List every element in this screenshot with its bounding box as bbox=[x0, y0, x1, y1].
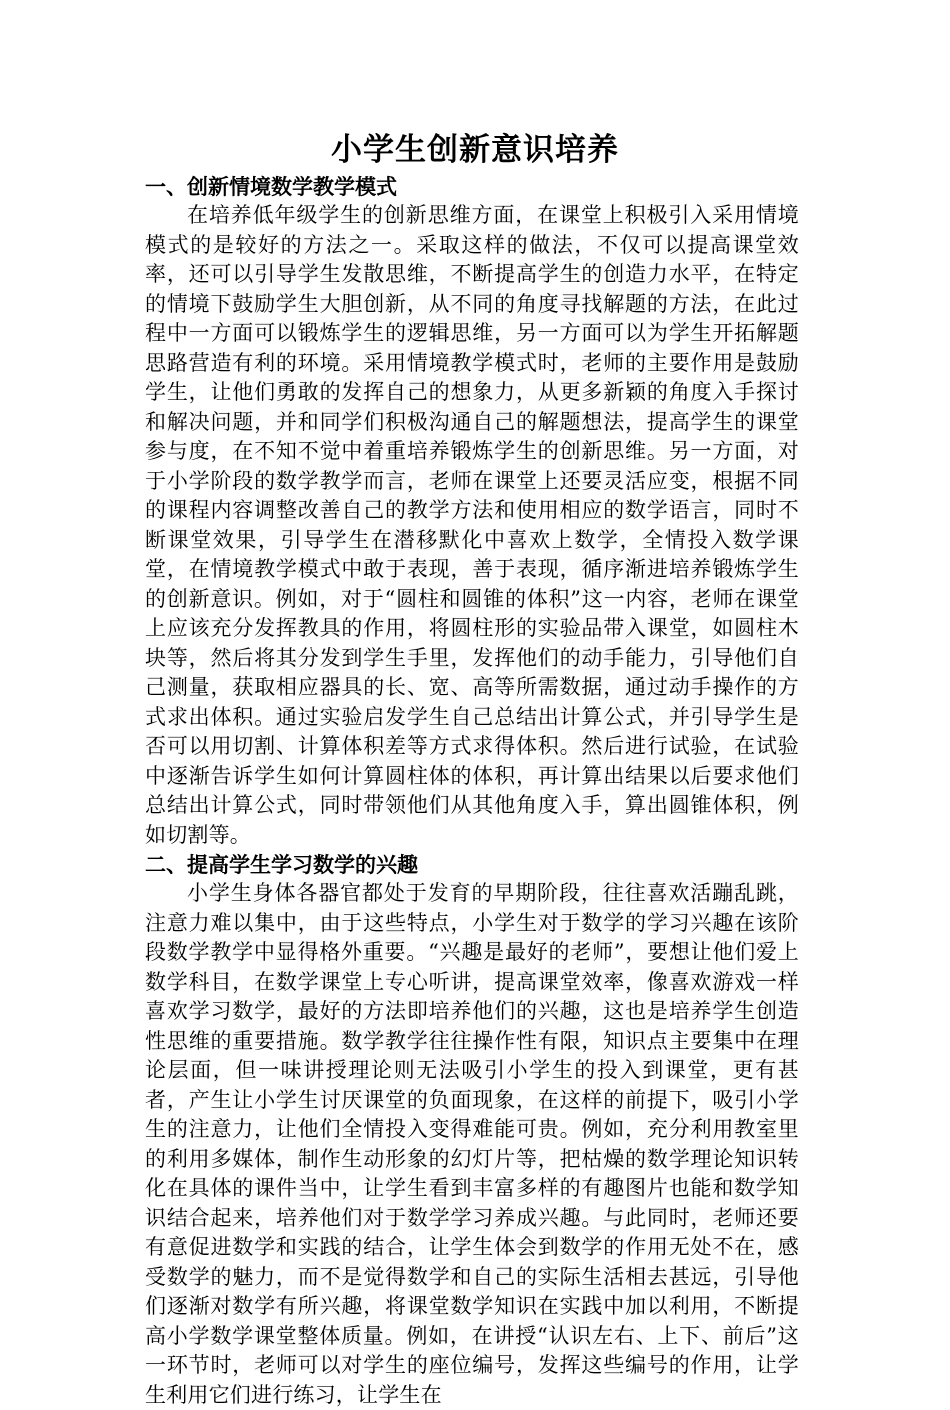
document-body bbox=[145, 172, 799, 1410]
section-heading: 二、提高学生学习数学的兴趣 bbox=[145, 852, 418, 877]
section-1 bbox=[145, 172, 799, 850]
section-paragraph: 小学生身体各器官都处于发育的早期阶段，往往喜欢活蹦乱跳，注意力难以集中，由于这些特点，小学生对于数学的学习兴趣在该阶段数学教学中显得格外重要。“兴趣是最好的老师”，要想让他们爱上数学科目，在数学课堂上专心听讲，提高课堂效率，像喜欢游戏一样喜欢学习数学，最好的方法即培养他们的兴趣，这也是培养学生创造性思维的重要措施。数学教学往往操作性有限，知识点主要集中在理论层面，但一味讲授理论则无法吸引小学生的投入到课堂，更有甚者，产生让小学生讨厌课堂的负面现象，在这样的前提下，吸引小学生的注意力，让他们全情投入变得难能可贵。例如，充分利用教室里的利用多媒体，制作生动形象的幻灯片等，把枯燥的数学理论知识转化在具体的课件当中，让学生看到丰富多样的有趣图片也能和数学知识结合起来，培养他们对于数学学习养成兴趣。与此同时，老师还要有意促进数学和实践的结合，让学生体会到数学的作用无处不在，感受数学的魅力，而不是觉得数学和自己的实际生活相去甚远，引导他们逐渐对数学有所兴趣，将课堂数学知识在实践中加以利用，不断提高小学数学课堂整体质量。例如，在讲授“认识左右、上下、前后”这一环节时，老师可以对学生的座位编号，发挥这些编号的作用，让学生利用它们进行练习，让学生在 bbox=[145, 881, 799, 1407]
section-2 bbox=[145, 850, 799, 1410]
section-heading: 一、创新情境数学教学模式 bbox=[145, 174, 397, 199]
document-title: 小学生创新意识培养 bbox=[331, 132, 619, 168]
section-paragraph: 在培养低年级学生的创新思维方面，在课堂上积极引入采用情境模式的是较好的方法之一。采取这样的做法，不仅可以提高课堂效率，还可以引导学生发散思维，不断提高学生的创造力水平，在特定的情境下鼓励学生大胆创新，从不同的角度寻找解题的方法，在此过程中一方面可以锻炼学生的逻辑思维，另一方面可以为学生开拓解题思路营造有利的环境。采用情境教学模式时，老师的主要作用是鼓励学生，让他们勇敢的发挥自己的想象力，从更多新颖的角度入手探讨和解决问题，并和同学们积极沟通自己的解题想法，提高学生的课堂参与度，在不知不觉中着重培养锻炼学生的创新思维。另一方面，对于小学阶段的数学教学而言，老师在课堂上还要灵活应变，根据不同的课程内容调整改善自己的教学方法和使用相应的数学语言，同时不断课堂效果，引导学生在潜移默化中喜欢上数学，全情投入数学课堂，在情境教学模式中敢于表现，善于表现，循序渐进培养锻炼学生的创新意识。例如，对于“圆柱和圆锥的体积”这一内容，老师在课堂上应该充分发挥教具的作用，将圆柱形的实验品带入课堂，如圆柱木块等，然后将其分发到学生手里，发挥他们的动手能力，引导他们自己测量，获取相应器具的长、宽、高等所需数据，通过动手操作的方式求出体积。通过实验启发学生自己总结出计算公式，并引导学生是否可以用切割、计算体积差等方式求得体积。然后进行试验，在试验中逐渐告诉学生如何计算圆柱体的体积，再计算出结果以后要求他们总结出计算公式，同时带领他们从其他角度入手，算出圆锥体积，例如切割等。 bbox=[145, 203, 799, 847]
